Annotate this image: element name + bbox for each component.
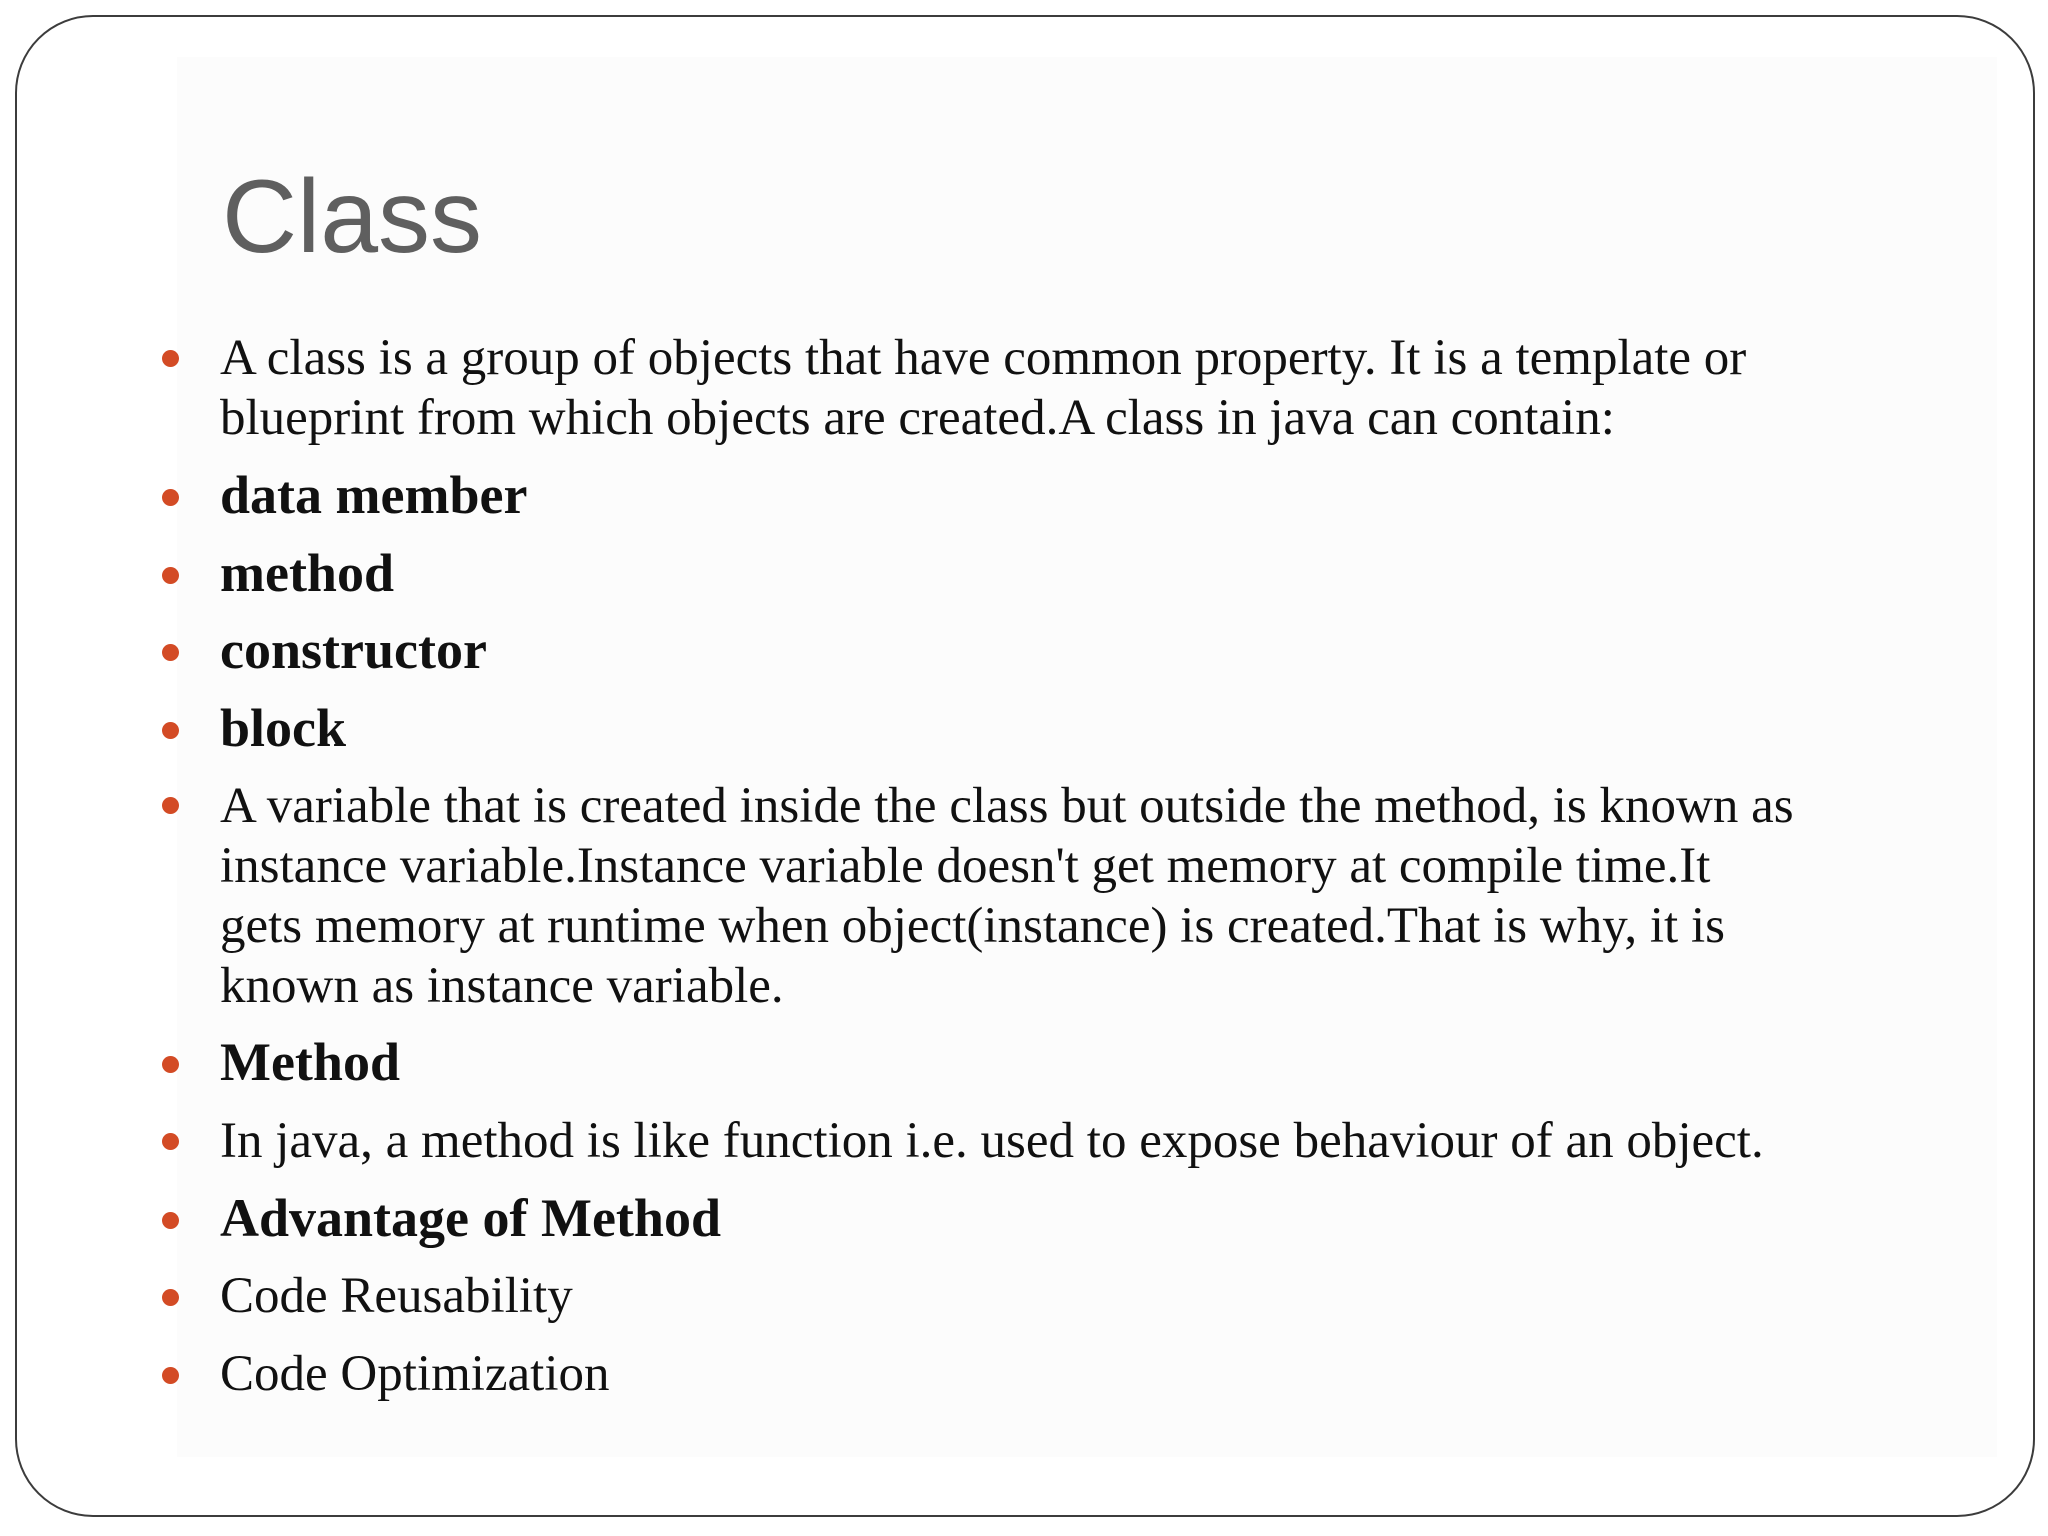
bullet-dot-icon xyxy=(162,1056,179,1073)
bullet-line: blueprint from which objects are created.A class in java can contain: xyxy=(220,390,1615,446)
bullet-dot-icon xyxy=(162,1289,179,1306)
bullet-line: gets memory at runtime when object(instance) is created.That is why, it is xyxy=(220,898,1725,954)
bullet-dot-icon xyxy=(162,489,179,506)
bullet-item-constructor: constructor xyxy=(220,620,487,680)
bullet-item-method-definition: In java, a method is like function i.e. used to expose behaviour of an object. xyxy=(220,1113,1764,1169)
bullet-dot-icon xyxy=(162,1133,179,1150)
bullet-dot-icon xyxy=(162,722,179,739)
slide-title: Class xyxy=(222,159,483,275)
bullet-dot-icon xyxy=(162,797,179,814)
bullet-item-block: block xyxy=(220,698,347,758)
bullet-line: A variable that is created inside the class but outside the method, is known as xyxy=(220,778,1794,834)
bullet-dot-icon xyxy=(162,567,179,584)
bullet-line: instance variable.Instance variable doesn't get memory at compile time.It xyxy=(220,838,1711,894)
bullet-item-code-reusability: Code Reusability xyxy=(220,1268,573,1324)
bullet-line: A class is a group of objects that have common property. It is a template or xyxy=(220,330,1747,386)
bullet-dot-icon xyxy=(162,1212,179,1229)
bullet-item-method-heading: Method xyxy=(220,1032,400,1092)
bullet-dot-icon xyxy=(162,1367,179,1384)
bullet-item-instance-variable xyxy=(220,776,1970,1016)
bullet-dot-icon xyxy=(162,350,179,367)
bullet-line: known as instance variable. xyxy=(220,958,784,1014)
bullet-dot-icon xyxy=(162,644,179,661)
bullet-item-data-member: data member xyxy=(220,465,528,525)
bullet-item-method: method xyxy=(220,543,394,603)
bullet-item-advantage-heading: Advantage of Method xyxy=(220,1188,721,1248)
bullet-item-class-definition xyxy=(220,328,1970,448)
bullet-item-code-optimization: Code Optimization xyxy=(220,1346,610,1402)
